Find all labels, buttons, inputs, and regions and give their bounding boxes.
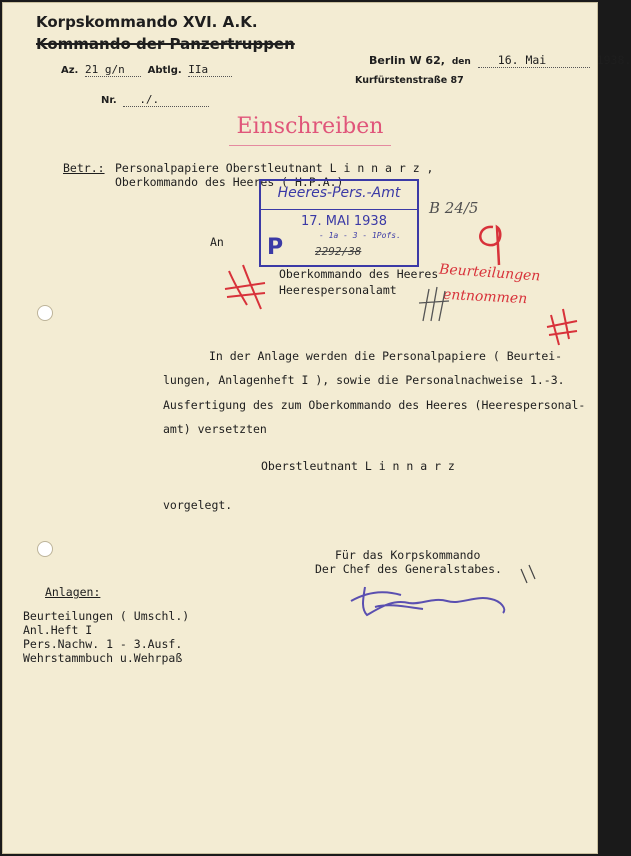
signature-line-2: Der Chef des Generalstabes. — [315, 562, 502, 576]
body-line-2: lungen, Anlagenheft I ), sowie die Personalnachweise 1.-3. — [163, 373, 565, 387]
body-line-4: amt) versetzten — [163, 422, 267, 436]
body-line-3: Ausfertigung des zum Oberkommando des Heeres (Heerespersonal- — [163, 398, 586, 412]
den-label: den — [451, 57, 471, 67]
signature-initial — [521, 565, 535, 583]
stamp-number: 2292/38 — [315, 245, 362, 258]
pencil-mark: B 24/5 — [429, 199, 479, 217]
abtlg-value: IIa — [188, 63, 232, 77]
az-label: Az. — [61, 65, 79, 76]
stamp-ref: - 1a - 3 - 1Pofs. — [319, 231, 401, 240]
enclosures-label: Anlagen: — [45, 585, 101, 599]
addressee-line-2: Heerespersonalamt — [279, 283, 397, 297]
enclosure-item: Beurteilungen ( Umschl.) — [23, 609, 190, 623]
officer-name-line: Oberstleutnant L i n n a r z — [261, 459, 455, 473]
enclosure-item: Anl.Heft I — [23, 623, 93, 637]
body-line-1: In der Anlage werden die Personalpapiere ( Beurtei- — [209, 349, 563, 363]
red-nine-mark — [480, 227, 500, 265]
stamp-letter: P — [267, 235, 284, 260]
place: Berlin W 62, — [369, 54, 445, 67]
registered-mail-stamp: Einschreiben — [229, 111, 391, 146]
red-squiggle-left — [225, 265, 265, 309]
enclosure-item: Wehrstammbuch u.Wehrpaß — [23, 651, 183, 665]
addressee-line-1: Oberkommando des Heeres — [279, 267, 439, 281]
az-value: 21 g/n — [85, 63, 141, 77]
red-squiggle-right — [547, 309, 577, 345]
nr-value: ./. — [123, 93, 209, 107]
date-year: 1938. — [596, 53, 631, 67]
subject-line-1: Personalpapiere Oberstleutnant L i n n a r z , — [115, 161, 434, 175]
signature — [351, 587, 504, 615]
closing-word: vorgelegt. — [163, 498, 233, 512]
addressee-an: An — [210, 235, 224, 249]
handwritten-marks — [3, 3, 597, 853]
subject-line-2: Oberkommando des Heeres ( H.P.A.) — [115, 175, 344, 189]
pencil-hatch — [419, 287, 449, 321]
stamp-office: Heeres-Pers.-Amt — [277, 185, 401, 201]
red-note-line-2: entnommen — [442, 286, 528, 308]
abtlg-label: Abtlg. — [147, 65, 182, 76]
document-page — [2, 2, 631, 854]
stamp-date: 17. MAI 1938 — [301, 214, 387, 229]
org-name-struck: Kommando der Panzertruppen — [36, 35, 295, 53]
nr-label: Nr. — [101, 95, 117, 106]
signature-line-1: Für das Korpskommando — [335, 548, 481, 562]
org-name: Korpskommando XVI. A.K. — [36, 13, 258, 31]
date-day-month: 16. Mai — [478, 53, 590, 68]
enclosure-item: Pers.Nachw. 1 - 3.Ausf. — [23, 637, 183, 651]
subject-label: Betr.: — [63, 161, 105, 175]
street: Kurfürstenstraße 87 — [355, 75, 464, 86]
red-note-line-1: Beurteilungen — [438, 261, 541, 285]
